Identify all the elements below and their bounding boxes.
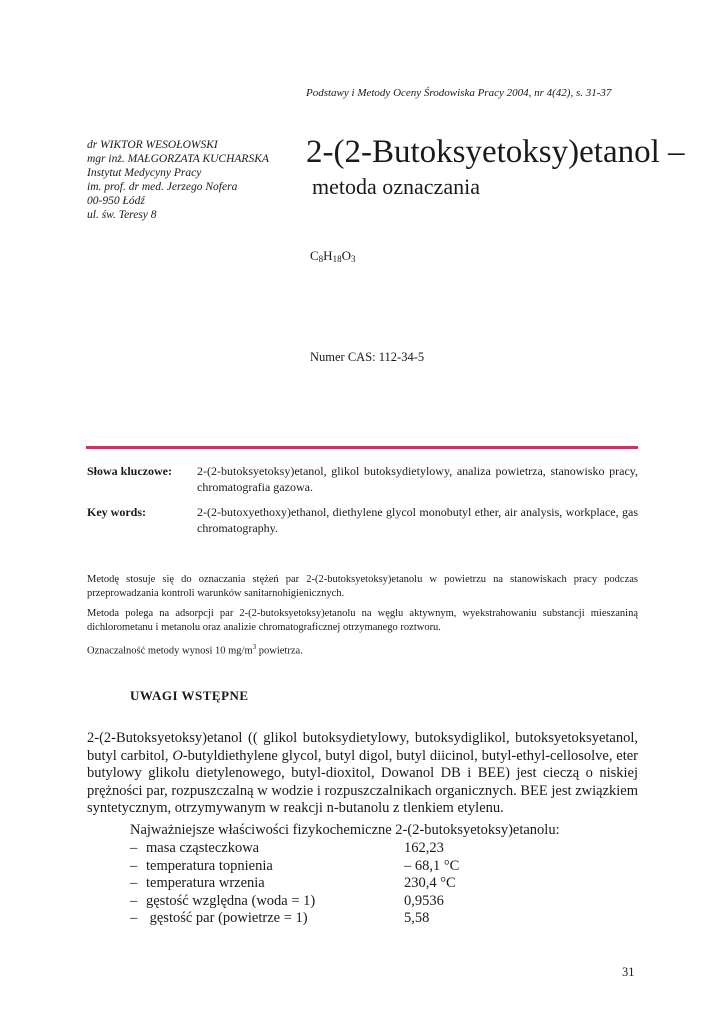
abstract-paragraph [87,640,638,659]
property-value: – 68,1 °C [404,857,460,874]
properties-intro: Najważniejsze właściwości fizykochemiczne 2-(2-butoksyetoksy)etanolu: [130,822,560,838]
keywords-label: Key words: [87,505,146,519]
address-line: ul. św. Teresy 8 [87,209,157,221]
formula-element: C [310,248,319,263]
intro-text: -butyldiethylene glycol, butyl digol, butyl diicinol, butyl-ethyl-cellosolve, eter butylowy glikolu dietylenowego, butyl-dioxitol, Dowanol DB i BEE) jest cieczą o niskiej prężności par, rozpuszczalną w wodzie i rozpuszczalnikach organicznych. BEE jest związkiem syntetycznym, otrzymywanym w reakcji n-butanolu z tlenkiem etylenu. [87,747,639,816]
formula-subscript: 18 [332,254,342,264]
page-number: 31 [622,965,635,979]
list-dash: – [130,875,138,891]
affiliation-line: im. prof. dr med. Jerzego Nofera [87,181,238,193]
property-row [130,910,459,928]
cas-number: Numer CAS: 112-34-5 [310,350,425,364]
property-row [130,893,459,911]
property-value: 230,4 °C [404,875,456,891]
intro-paragraph [87,730,638,818]
keywords-text: 2-(2-butoksyetoksy)etanol, glikol butoksydietylowy, analiza powietrza, stanowisko pracy, chromatografia gazowa. [197,464,638,494]
formula-element: H [323,248,333,263]
abstract-text: powietrza. [256,645,303,657]
superscript: 3 [252,643,257,651]
article-title: 2-(2-Butoksyetoksy)etanol – [306,134,685,170]
property-name: temperatura topnienia [146,857,273,874]
divider-rule [86,446,638,449]
author-affiliation-block [87,138,269,222]
keywords-text: 2-(2-butoxyethoxy)ethanol, diethylene glycol monobutyl ether, air analysis, workplace, gas chromatography. [197,505,638,535]
intro-text: 2-(2-Butoksyetoksy)etanol (( glikol butoksydietylowy, butoksydiglikol, butoksyetoksyetanol, butyl carbitol, [87,730,638,764]
property-name: gęstość par (powietrze = 1) [146,910,308,926]
property-value: 5,58 [404,910,430,926]
property-name: gęstość względna (woda = 1) [146,892,316,909]
keywords-english [87,504,638,536]
list-dash: – [130,857,138,874]
journal-reference: Podstawy i Metody Oceny Środowiska Pracy 2004, nr 4(42), s. 31-37 [306,87,612,99]
property-name: temperatura wrzenia [146,875,265,891]
abstract-text: Oznaczalność metody wynosi 10 mg/m [87,645,253,657]
formula-subscript: 3 [350,254,356,264]
properties-list [130,840,459,928]
property-row [130,858,459,876]
property-value: 162,23 [404,840,444,856]
list-dash: – [130,840,138,856]
list-dash: – [130,892,138,909]
affiliation-line: Instytut Medycyny Pracy [87,167,202,179]
intro-italic: O [172,747,183,764]
keywords-polish [87,463,638,495]
formula-subscript: 8 [318,254,324,264]
list-dash: – [130,910,138,926]
abstract-paragraph: Metodę stosuje się do oznaczania stężeń par 2-(2-butoksyetoksy)etanolu w powietrzu na stanowiskach pracy podczas przeprowadzania kontroli warunków sanitarnohigienicznych. [87,574,638,599]
property-row [130,875,459,893]
formula-element: O [341,248,351,263]
author-line: dr WIKTOR WESOŁOWSKI [87,139,218,151]
property-value: 0,9536 [404,892,444,909]
abstract-paragraph: Metoda polega na adsorpcji par 2-(2-butoksyetoksy)etanolu na węglu aktywnym, wyekstrahowaniu substancji mieszaniną dichlorometanu i metanolu oraz analizie chromatograficznej otrzymanego roztworu. [87,608,638,633]
keywords-label: Słowa kluczowe: [87,464,172,478]
author-line: mgr inż. MAŁGORZATA KUCHARSKA [87,153,269,165]
article-subtitle: metoda oznaczania [312,174,480,199]
section-heading: UWAGI WSTĘPNE [130,688,249,703]
address-line: 00-950 Łódź [87,195,145,207]
chemical-formula [310,248,355,264]
property-name: masa cząsteczkowa [146,840,260,856]
property-row [130,840,459,858]
